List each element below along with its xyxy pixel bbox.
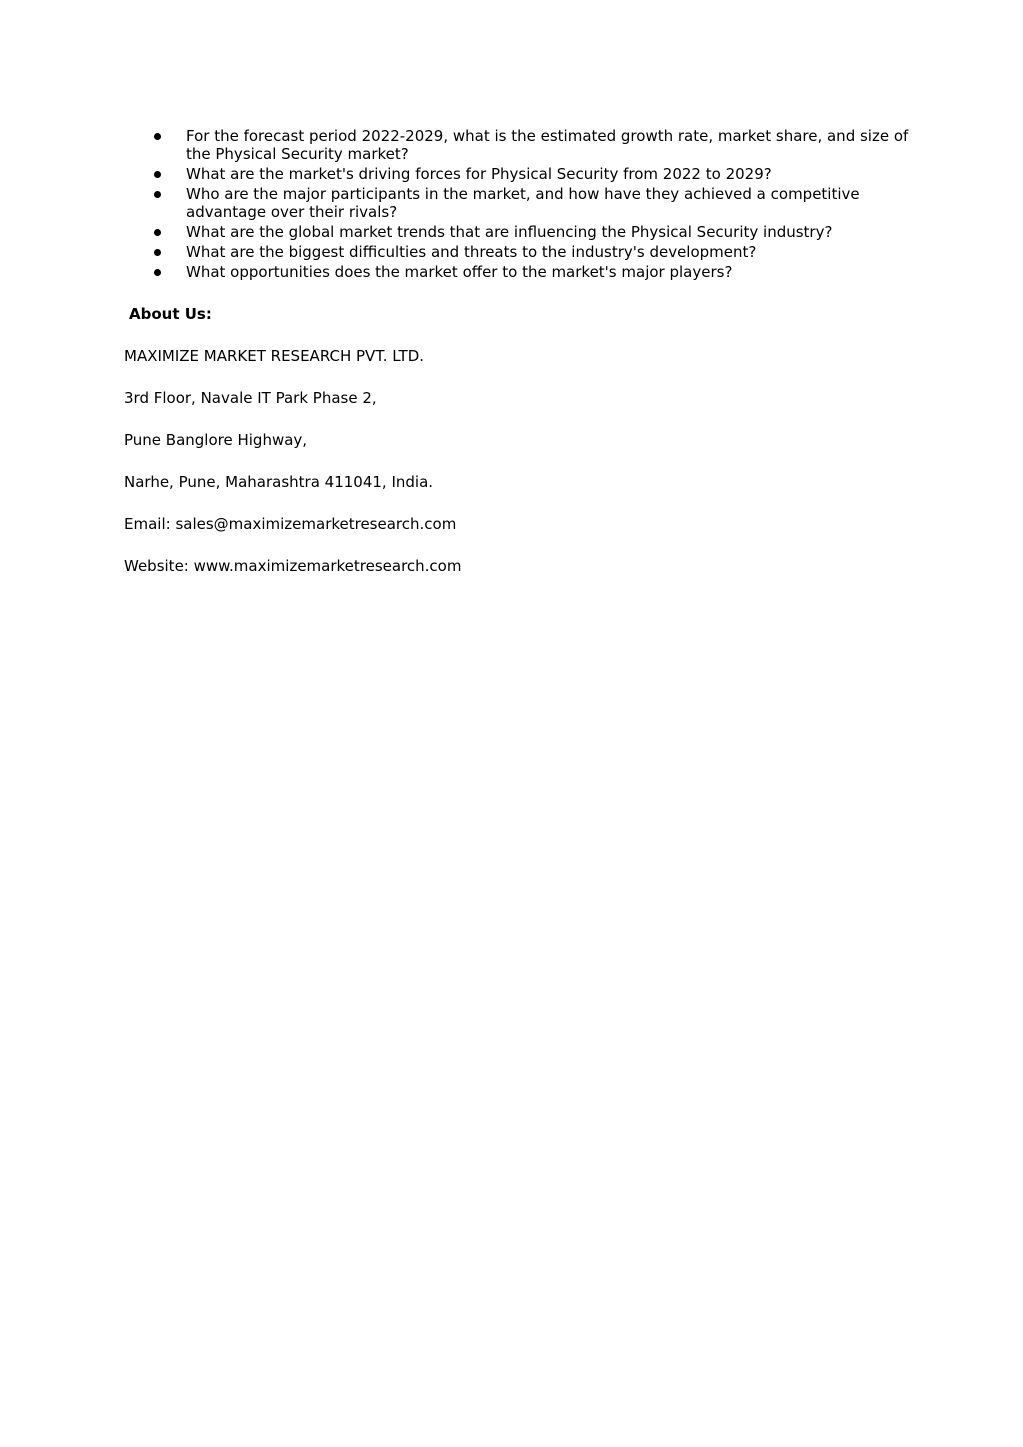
website-line: Website: www.maximizemarketresearch.com (124, 557, 462, 575)
bullet-icon (154, 133, 161, 140)
bullet-icon (154, 249, 161, 256)
address-line-1: 3rd Floor, Navale IT Park Phase 2, (124, 389, 377, 407)
list-item (124, 165, 914, 183)
questions-list (124, 127, 914, 283)
list-item (124, 185, 914, 221)
question-text: What are the global market trends that are influencing the Physical Security industry? (186, 223, 833, 241)
list-item (124, 223, 914, 241)
bullet-icon (154, 191, 161, 198)
address-line-3: Narhe, Pune, Maharashtra 411041, India. (124, 473, 434, 491)
question-text: What opportunities does the market offer to the market's major players? (186, 263, 733, 281)
email-line: Email: sales@maximizemarketresearch.com (124, 515, 457, 533)
question-text: For the forecast period 2022-2029, what is the estimated growth rate, market share, and size of the Physical Security market? (186, 127, 909, 163)
bullet-icon (154, 229, 161, 236)
list-item (124, 127, 914, 163)
question-text: What are the market's driving forces for Physical Security from 2022 to 2029? (186, 165, 772, 183)
list-item (124, 263, 914, 281)
list-item (124, 243, 914, 261)
about-us-heading: About Us: (129, 305, 212, 323)
address-line-2: Pune Banglore Highway, (124, 431, 308, 449)
bullet-icon (154, 269, 161, 276)
company-name: MAXIMIZE MARKET RESEARCH PVT. LTD. (124, 347, 425, 365)
question-text: Who are the major participants in the market, and how have they achieved a competitive advantage over their rivals? (186, 185, 860, 221)
bullet-icon (154, 171, 161, 178)
question-text: What are the biggest difficulties and threats to the industry's development? (186, 243, 757, 261)
